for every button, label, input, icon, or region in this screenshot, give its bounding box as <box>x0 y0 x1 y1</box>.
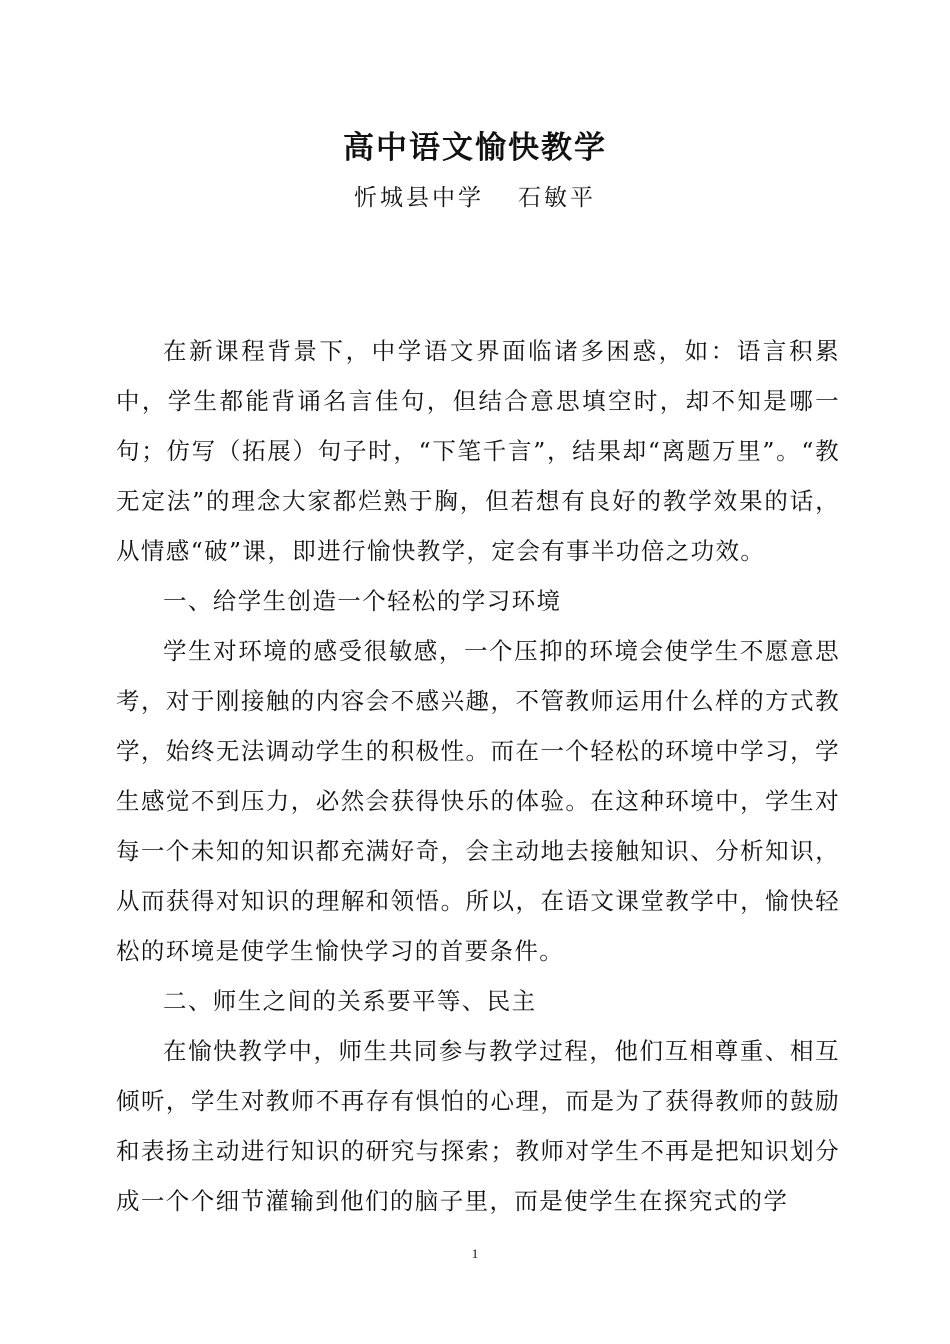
document-title: 高中语文愉快教学 <box>343 130 607 166</box>
section-heading-2: 二、师生之间的关系要平等、民主 <box>163 987 537 1015</box>
author-school: 忻城县中学 <box>354 185 484 211</box>
paragraph-section-2: 在愉快教学中，师生共同参与教学过程，他们互相尊重、相互倾听，学生对教师不再存有惧怕的心理，而是为了获得教师的鼓励和表扬主动进行知识的研究与探索；教师对学生不再是把知识划分成一个个细节灌输到他们的脑子里，而是使学生在探究式的学 <box>116 1037 840 1215</box>
author-line <box>0 180 950 216</box>
section-heading-1: 一、给学生创造一个轻松的学习环境 <box>163 587 562 615</box>
paragraph-section-1: 学生对环境的感受很敏感，一个压抑的环境会使学生不愿意思考，对于刚接触的内容会不感兴趣，不管教师运用什么样的方式教学，始终无法调动学生的积极性。而在一个轻松的环境中学习，学生感觉不到压力，必然会获得快乐的体验。在这种环境中，学生对每一个未知的知识都充满好奇，会主动地去接触知识、分析知识，从而获得对知识的理解和领悟。所以，在语文课堂教学中，愉快轻松的环境是使学生愉快学习的首要条件。 <box>116 637 840 965</box>
author-name: 石敏平 <box>518 185 596 211</box>
page-number: 1 <box>471 1246 479 1261</box>
paragraph-intro: 在新课程背景下，中学语文界面临诸多困惑，如：语言积累中，学生都能背诵名言佳句，但结合意思填空时，却不知是哪一句；仿写（拓展）句子时，“下笔千言”，结果却“离题万里”。“教无定法”的理念大家都烂熟于胸，但若想有良好的教学效果的话，从情感“破”课，即进行愉快教学，定会有事半功倍之功效。 <box>116 337 840 565</box>
document-body <box>116 326 840 1226</box>
